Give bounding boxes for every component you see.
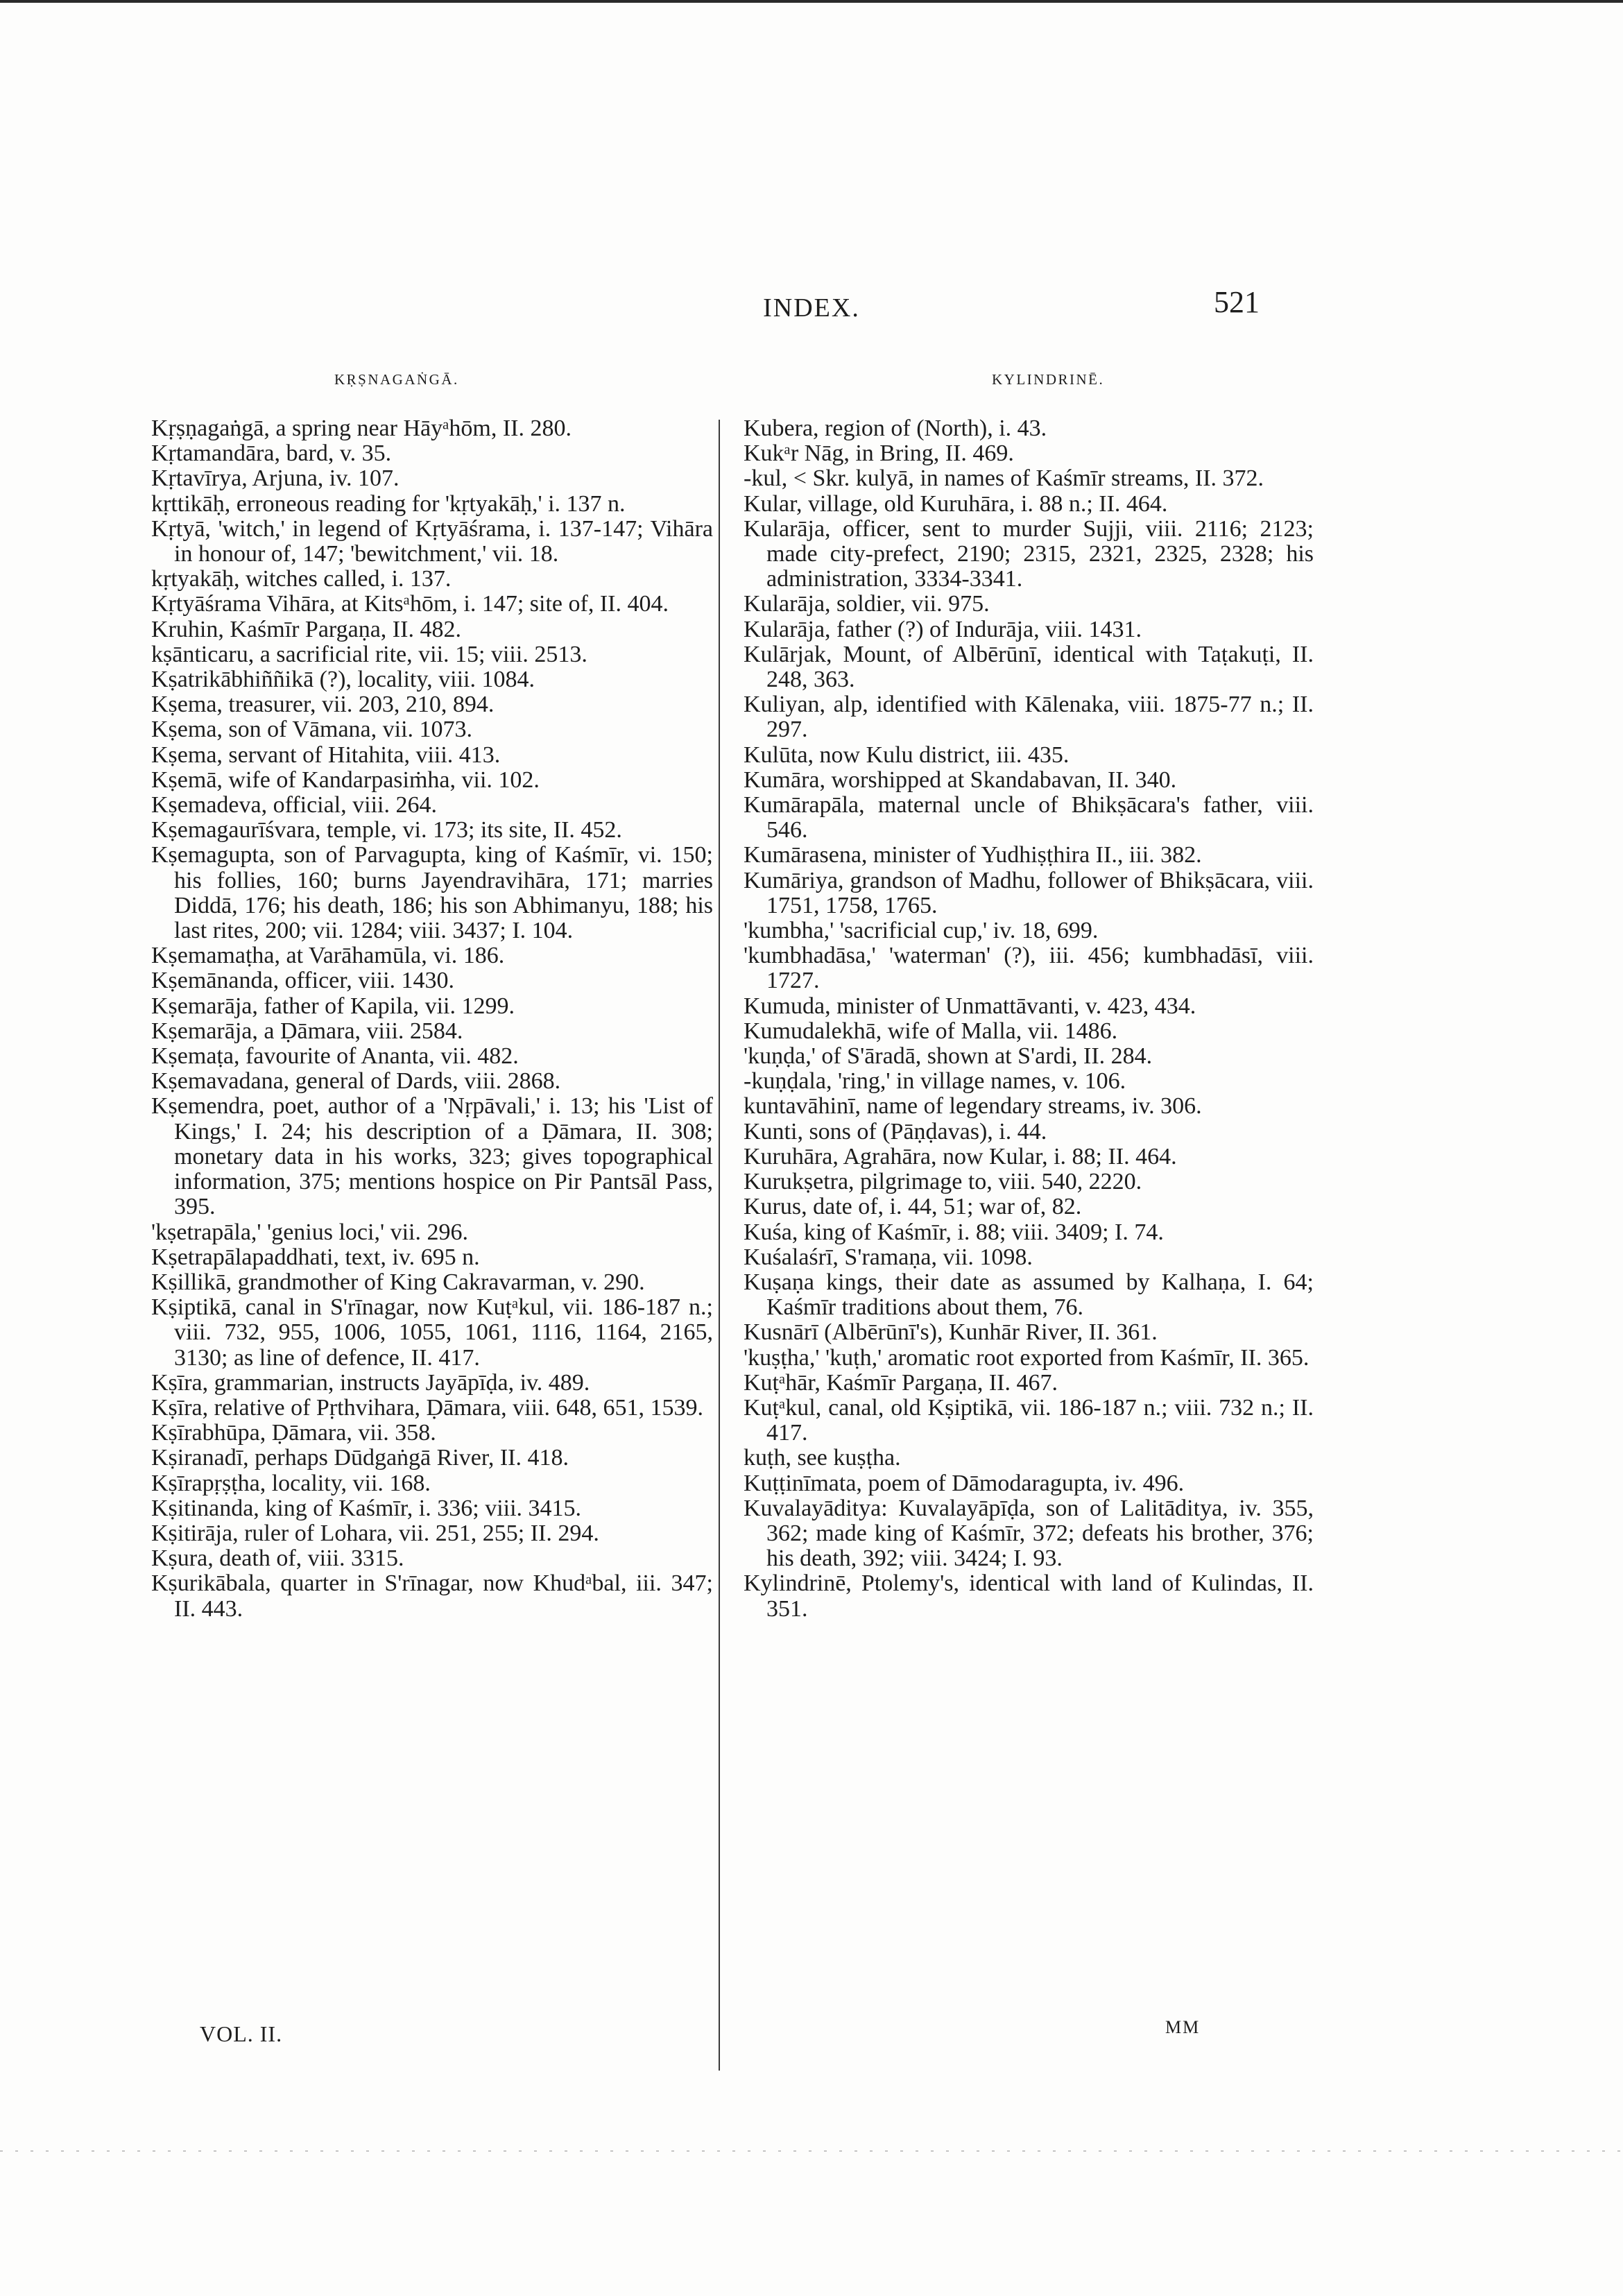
index-entry: Kṣīra, relative of Pṛthvihara, Ḍāmara, viii. 648, 651, 1539.: [151, 1394, 703, 1421]
index-entry: Kṣemānanda, officer, viii. 1430.: [151, 968, 455, 994]
index-entry: Kṣema, treasurer, vii. 203, 210, 894.: [151, 692, 495, 718]
index-entry: Kṣemagupta, son of Parvagupta, king of Kaśmīr, vi. 150; his follies, 160; burns Jayendravihāra, 171; marries Diddā, 176; his death, 186; his son Abhimanyu, 188; his last rites, 200; vii. 1284; viii. 3437; I. 104.: [151, 842, 713, 944]
page-title: INDEX.: [763, 293, 860, 323]
index-entry: Kularāja, father (?) of Indurāja, viii. 1431.: [744, 616, 1142, 642]
index-entry: Kṣurikābala, quarter in S'rīnagar, now Khudᵃbal, iii. 347; II. 443.: [151, 1570, 713, 1622]
index-entry: Kṣura, death of, viii. 3315.: [151, 1545, 404, 1572]
index-entry: kṛttikāḥ, erroneous reading for 'kṛtyakāḥ,' i. 137 n.: [151, 490, 626, 517]
index-entry: Kṣemadeva, official, viii. 264.: [151, 792, 437, 819]
index-entry: Kumārasena, minister of Yudhiṣṭhira II., iii. 382.: [744, 842, 1202, 868]
index-entry: Kṛṣṇagaṅgā, a spring near Hāyᵃhōm, II. 280.: [151, 415, 572, 441]
index-entry: Kurukṣetra, pilgrimage to, viii. 540, 2220.: [744, 1169, 1142, 1195]
index-entry: Kukᵃr Nāg, in Bring, II. 469.: [744, 440, 1014, 467]
running-head-left: KṚṢNAGAṄGĀ.: [334, 371, 459, 388]
index-entry: Kubera, region of (North), i. 43.: [744, 415, 1047, 441]
page-number: 521: [1214, 285, 1260, 319]
index-entry: Kusnārī (Albērūnī's), Kunhār River, II. 361.: [744, 1319, 1158, 1346]
signature-mark: MM: [1165, 2017, 1201, 2037]
index-entry: Kularāja, officer, sent to murder Sujji, viii. 2116; 2123; made city-prefect, 2190; 2315, 2321, 2325, 2328; his administration, 3334-3341.: [744, 515, 1314, 592]
index-entry: Kṣiptikā, canal in S'rīnagar, now Kuṭᵃkul, vii. 186-187 n.; viii. 732, 955, 1006, 1055, 1061, 1116, 1164, 2165, 3130; as line of defence, II. 417.: [151, 1294, 713, 1371]
index-entry: Kṣatrikābhiññikā (?), locality, viii. 1084.: [151, 667, 535, 693]
index-entry: 'kuṣṭha,' 'kuṭh,' aromatic root exported from Kaśmīr, II. 365.: [744, 1344, 1309, 1371]
index-entry: Kṣemendra, poet, author of a 'Nṛpāvali,' i. 13; his 'List of Kings,' I. 24; his description of a Ḍāmara, II. 308; monetary data in his works, 323; gives topographical information, 375; mentions hospice on Pir Pantsāl Pass, 395.: [151, 1093, 713, 1220]
index-entry: Kṣillikā, grandmother of King Cakravarman, v. 290.: [151, 1269, 645, 1295]
index-entry: Kumārapāla, maternal uncle of Bhikṣācara's father, viii. 546.: [744, 792, 1314, 843]
index-entry: Kular, village, old Kuruhāra, i. 88 n.; II. 464.: [744, 490, 1168, 517]
index-entry: Kṣitinanda, king of Kaśmīr, i. 336; viii. 3415.: [151, 1495, 582, 1521]
index-entry: Kumuda, minister of Unmattāvanti, v. 423, 434.: [744, 993, 1196, 1019]
index-entry: Kuśa, king of Kaśmīr, i. 88; viii. 3409; I. 74.: [744, 1219, 1164, 1245]
index-entry: Kṣemā, wife of Kandarpasiṁha, vii. 102.: [151, 766, 540, 793]
index-entry: Kumāra, worshipped at Skandabavan, II. 340.: [744, 766, 1177, 793]
index-entry: Kṛtamandāra, bard, v. 35.: [151, 440, 392, 467]
index-column-left: [151, 416, 713, 1622]
top-edge-line: [0, 0, 1623, 3]
index-entry: -kul, < Skr. kulyā, in names of Kaśmīr streams, II. 372.: [744, 465, 1264, 492]
index-entry: Kṣemavadana, general of Dards, viii. 2868.: [151, 1068, 561, 1095]
index-entry: Kṣiranadī, perhaps Dūdgaṅgā River, II. 418.: [151, 1445, 569, 1471]
index-column-right: [744, 416, 1314, 1622]
index-entry: Kṣīrapṛṣṭha, locality, vii. 168.: [151, 1470, 431, 1496]
index-entry: Kulārjak, Mount, of Albērūnī, identical with Taṭakuṭi, II. 248, 363.: [744, 641, 1314, 693]
index-entry: kuntavāhinī, name of legendary streams, iv. 306.: [744, 1093, 1202, 1120]
index-entry: Kṣemarāja, father of Kapila, vii. 1299.: [151, 993, 515, 1019]
index-entry: Kuṭṭinīmata, poem of Dāmodaragupta, iv. 496.: [744, 1470, 1185, 1496]
index-entry: Kulūta, now Kulu district, iii. 435.: [744, 742, 1070, 768]
index-entry: Kuṭᵃhār, Kaśmīr Pargaṇa, II. 467.: [744, 1369, 1058, 1396]
running-head-right: KYLINDRINĒ.: [992, 371, 1105, 388]
volume-label: VOL. II.: [200, 2021, 283, 2046]
index-entry: Kṛtyāśrama Vihāra, at Kitsᵃhōm, i. 147; site of, II. 404.: [151, 591, 669, 617]
index-entry: Kṣemarāja, a Ḍāmara, viii. 2584.: [151, 1018, 463, 1044]
index-entry: Kṣema, servant of Hitahita, viii. 413.: [151, 742, 501, 768]
index-entry: Kylindrinē, Ptolemy's, identical with land of Kulindas, II. 351.: [744, 1570, 1314, 1622]
index-entry: Kuruhāra, Agrahāra, now Kular, i. 88; II. 464.: [744, 1143, 1177, 1170]
index-entry: Kṣīrabhūpa, Ḍāmara, vii. 358.: [151, 1420, 436, 1446]
index-entry: Kṣemaṭa, favourite of Ananta, vii. 482.: [151, 1043, 519, 1070]
index-entry: 'kṣetrapāla,' 'genius loci,' vii. 296.: [151, 1219, 468, 1245]
index-entry: Kuśalaśrī, S'ramaṇa, vii. 1098.: [744, 1244, 1033, 1270]
bottom-dotted-line: [0, 2150, 1623, 2152]
index-entry: kṣānticaru, a sacrificial rite, vii. 15; viii. 2513.: [151, 641, 587, 667]
index-entry: Kṣīra, grammarian, instructs Jayāpīḍa, iv. 489.: [151, 1369, 590, 1396]
index-entry: kuṭh, see kuṣṭha.: [744, 1445, 901, 1471]
index-entry: Kṣetrapālapaddhati, text, iv. 695 n.: [151, 1244, 480, 1270]
index-entry: 'kuṇḍa,' of S'āradā, shown at S'ardi, II. 284.: [744, 1043, 1153, 1070]
column-divider: [719, 420, 720, 2071]
index-entry: kṛtyakāḥ, witches called, i. 137.: [151, 566, 452, 592]
index-entry: Kṣemagaurīśvara, temple, vi. 173; its site, II. 452.: [151, 817, 622, 843]
index-entry: Kruhin, Kaśmīr Pargaṇa, II. 482.: [151, 616, 461, 642]
index-entry: Kṛtyā, 'witch,' in legend of Kṛtyāśrama, i. 137-147; Vihāra in honour of, 147; 'bewitchment,' vii. 18.: [151, 515, 713, 567]
index-entry: Kṣitirāja, ruler of Lohara, vii. 251, 255; II. 294.: [151, 1520, 599, 1546]
index-entry: Kuṣaṇa kings, their date as assumed by Kalhaṇa, I. 64; Kaśmīr traditions about them, 76.: [744, 1269, 1314, 1321]
index-entry: Kṛtavīrya, Arjuna, iv. 107.: [151, 465, 400, 492]
index-entry: Kumāriya, grandson of Madhu, follower of Bhikṣācara, viii. 1751, 1758, 1765.: [744, 867, 1314, 918]
index-entry: Kumudalekhā, wife of Malla, vii. 1486.: [744, 1018, 1118, 1044]
index-entry: Kuvalayāditya: Kuvalayāpīḍa, son of Lalitāditya, iv. 355, 362; made king of Kaśmīr, 372; defeats his brother, 376; his death, 392; viii. 3424; I. 93.: [744, 1495, 1314, 1572]
index-entry: Kurus, date of, i. 44, 51; war of, 82.: [744, 1194, 1082, 1220]
index-entry: Kularāja, soldier, vii. 975.: [744, 591, 990, 617]
index-entry: Kṣema, son of Vāmana, vii. 1073.: [151, 717, 473, 743]
index-entry: 'kumbhadāsa,' 'waterman' (?), iii. 456; kumbhadāsī, viii. 1727.: [744, 943, 1314, 994]
index-entry: Kunti, sons of (Pāṇḍavas), i. 44.: [744, 1118, 1047, 1145]
index-entry: Kuliyan, alp, identified with Kālenaka, viii. 1875-77 n.; II. 297.: [744, 692, 1314, 743]
index-entry: Kṣemamaṭha, at Varāhamūla, vi. 186.: [151, 943, 505, 969]
index-entry: -kuṇḍala, 'ring,' in village names, v. 106.: [744, 1068, 1126, 1095]
index-entry: 'kumbha,' 'sacrificial cup,' iv. 18, 699.: [744, 918, 1099, 944]
index-entry: Kuṭᵃkul, canal, old Kṣiptikā, vii. 186-187 n.; viii. 732 n.; II. 417.: [744, 1394, 1314, 1446]
